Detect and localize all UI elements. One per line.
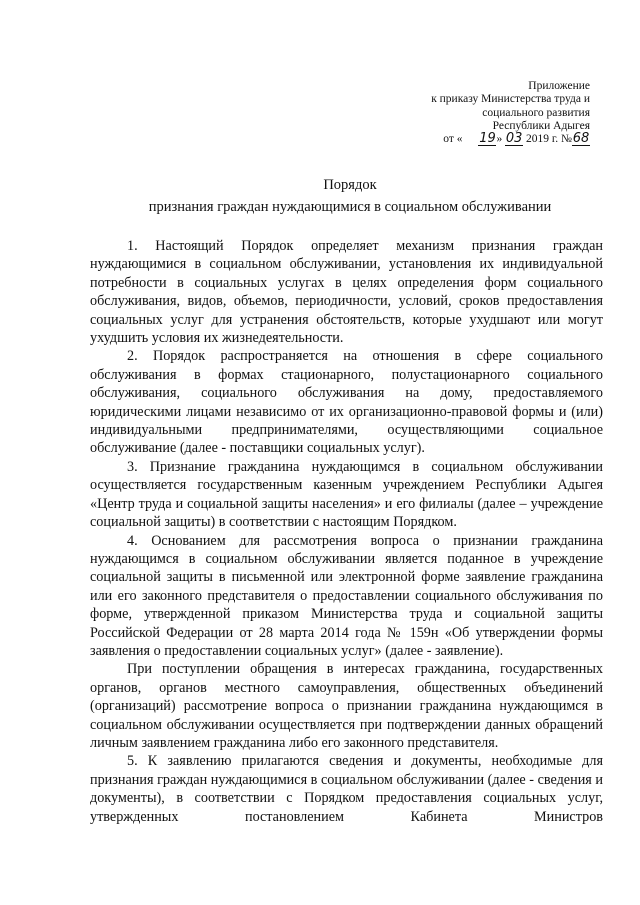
appendix-header xyxy=(431,80,590,146)
paragraph-5: 5. К заявлению прилагаются сведения и документы, необходимые для признания граждан нуждающимися в социальном обслуживании (далее - сведения и документы), в соответствии с Порядком предоставления социальных услуг, утвержденных постановлением Кабинета Министров xyxy=(90,753,603,825)
document-title: Порядок xyxy=(323,177,377,193)
paragraph-4: 4. Основанием для рассмотрения вопроса о признании гражданина нуждающимся в социальном обслуживании является поданное в учреждение социальной защиты в письменной или электронной форме заявление гражданина или его законного представителя о предоставлении социального обслуживания по форме, утвержденной приказом Министерства труда и социальной защиты Российской Федерации от 28 марта 2014 года № 159н «Об утверждении формы заявления о предоставлении социальных услуг» (далее - заявление). xyxy=(90,532,603,659)
paragraph-4-continued: При поступлении обращения в интересах гражданина, государственных органов, органов местного самоуправления, общественных объединений (организаций) рассмотрение вопроса о признании гражданина нуждающимся в социальном обслуживании осуществляется при подтверждении данных обращений личным заявлением гражданина либо его законного представителя. xyxy=(90,661,603,751)
appendix-label: Приложение xyxy=(528,80,590,92)
date-prefix: от « xyxy=(443,133,463,146)
paragraph-2: 2. Порядок распространяется на отношения в сфере социального обслуживания в формах стационарного, полустационарного социального обслуживания, социального обслуживания на дому, предоставляемого юридическими лицами независимо от их организационно-правовой формы и (или) индивидуальными предпринимателями, осуществляющими социальное обслуживание (далее - поставщики социальных услуг). xyxy=(90,348,603,457)
appendix-order-ref: к приказу Министерства труда и xyxy=(431,93,590,106)
appendix-ministry-line: социального развития xyxy=(482,106,590,119)
document-subtitle: признания граждан нуждающимися в социальном обслуживании xyxy=(148,199,552,215)
appendix-date-line xyxy=(431,133,590,146)
date-day: 19 xyxy=(479,131,496,147)
date-year: 2019 г. № xyxy=(525,133,572,146)
paragraph-3: 3. Признание гражданина нуждающимся в социальном обслуживании осуществляется государственным казенным учреждением Республики Адыгея «Центр труда и социальной защиты населения» и его филиалы (далее – учреждение социальной защиты) в соответствии с настоящим Порядком. xyxy=(90,458,603,531)
appendix-republic-line: Республики Адыгея xyxy=(492,119,590,132)
date-mid: » xyxy=(496,133,503,146)
order-number: 68 xyxy=(572,131,590,147)
document-body xyxy=(90,237,603,826)
date-month: 03 xyxy=(505,131,523,147)
paragraph-1: 1. Настоящий Порядок определяет механизм признания граждан нуждающимися в социальном обслуживании, установления их индивидуальной потребности в социальных услугах в целях определения форм социального обслуживания, видов, объемов, периодичности, условий, сроков предоставления социальных услуг для устранения обстоятельств, которые ухудшают или могут ухудшить условия их жизнедеятельности. xyxy=(90,238,603,347)
